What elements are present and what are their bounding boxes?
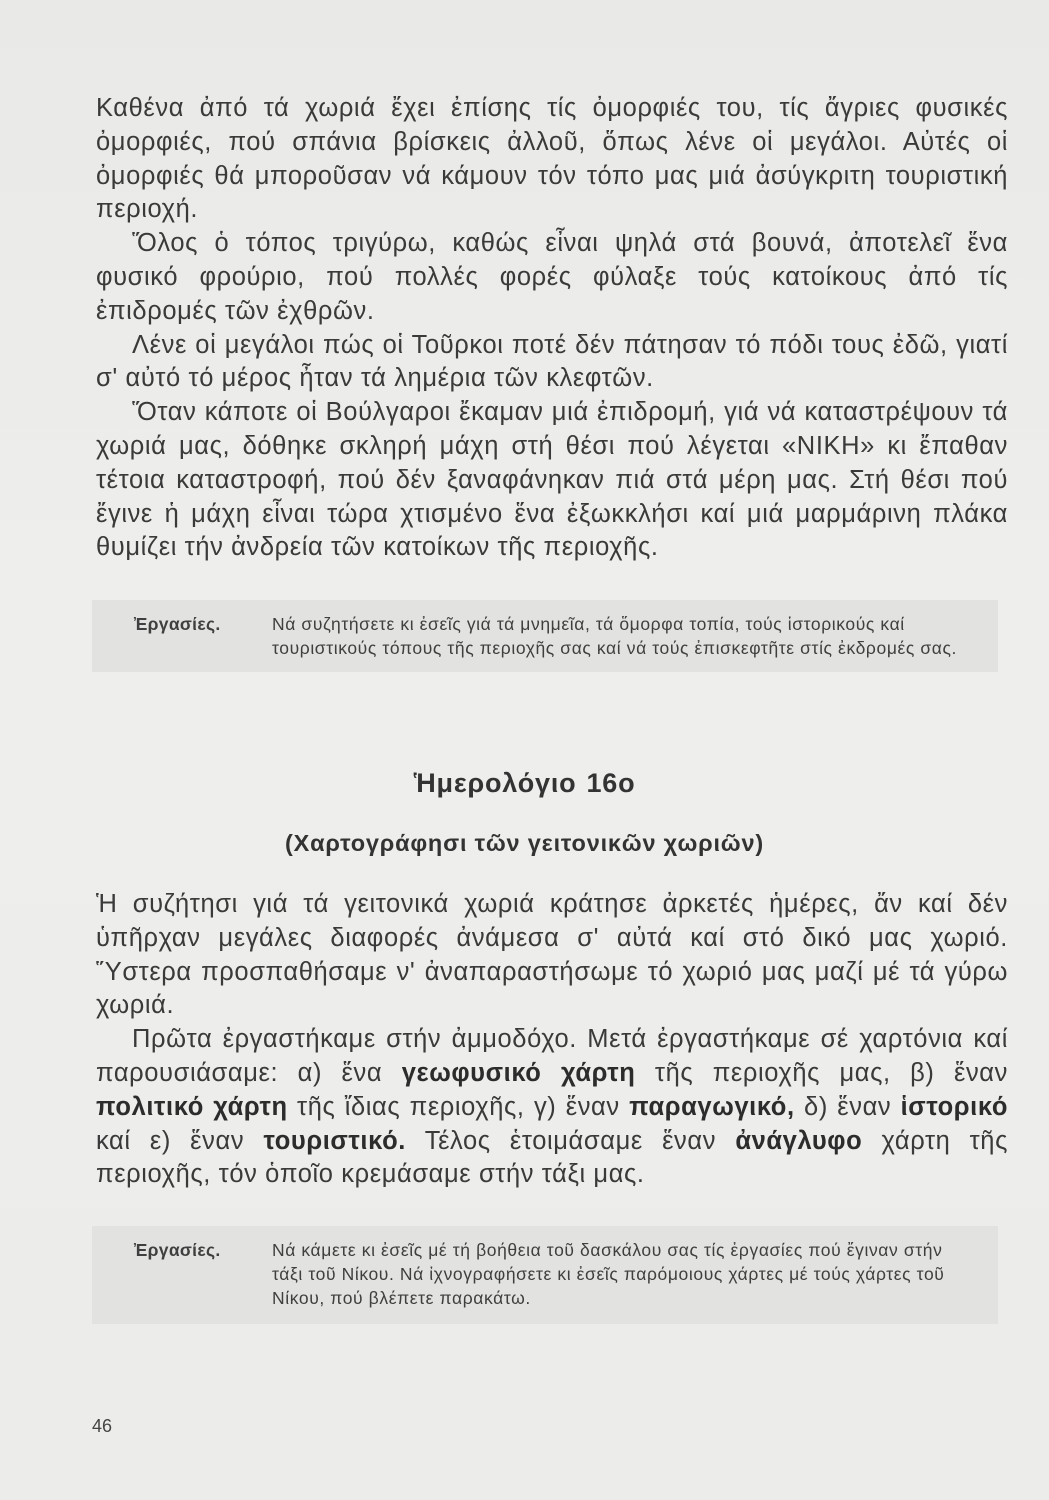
diary-title-text: Ἡμερολόγιο (413, 768, 577, 798)
paragraph-maps: Πρῶτα ἐργαστήκαμε στήν ἀμμοδόχο. Μετά ἐργαστήκαμε σέ χαρτόνια καί παρουσιάσαμε: α) ἕνα γεωφυσικό χάρτη τῆς περιοχῆς μας, β) ἕναν πολιτικό χάρτη τῆς ἴδιας περιοχῆς, γ) ἕναν παραγωγικό, δ) ἕναν ἱστορικό καί ε) ἕναν τουριστικό. Τέλος ἑτοιμάσαμε ἕναν ἀνάγλυφο χάρτη τῆς περιοχῆς, τόν ὁποῖο κρεμάσαμε στήν τάξι μας. (96, 1025, 1009, 1189)
paragraph-battle: Ὅταν κάποτε οἱ Βούλγαροι ἔκαμαν μιά ἐπιδρομή, γιά νά καταστρέψουν τά χωριά μας, δόθηκε σκληρή μάχη στή θέσι πού λέγεται «ΝΙΚΗ» κι ἔπαθαν τέτοια καταστροφή, πού δέν ξαναφάνηκαν πιά στά μέρη μας. Στή θέσι πού ἔγινε ἡ μάχη εἶναι τώρα χτισμένο ἕνα ἐξωκκλήσι καί μιά μαρμάρινη πλάκα θυμίζει τήν ἀνδρεία τῶν κατοίκων τῆς περιοχῆς. (96, 398, 1008, 562)
exercise-box-1 (92, 600, 998, 672)
term-relief: ἀνάγλυφο (735, 1126, 863, 1155)
term-geophysical-map: γεωφυσικό χάρτη (401, 1058, 636, 1087)
diary-number: 16ο (586, 768, 636, 798)
exercise-text: Νά κάμετε κι ἐσεῖς μέ τή βοήθεια τοῦ δασκάλου σας τίς ἐργασίες πού ἔγιναν στήν τάξι τοῦ Νίκου. Νά ἰχνογραφήσετε κι ἐσεῖς παρόμοιους χάρτες μέ τούς χάρτες τοῦ Νίκου, πού βλέπετε παρακάτω. (272, 1240, 945, 1308)
paragraph-turks: Λένε οἱ μεγάλοι πώς οἱ Τοῦρκοι ποτέ δέν πάτησαν τό πόδι τους ἐδῶ, γιατί σ' αὐτό τό μέρος ἦταν τά λημέρια τῶν κλεφτῶν. (96, 330, 1008, 393)
diary-subtitle: (Χαρτογράφησι τῶν γειτονικῶν χωριῶν) (285, 830, 764, 856)
term-productive: παραγωγικό, (629, 1092, 795, 1121)
exercise-label: Ἐργασίες. (134, 1240, 221, 1260)
paragraph-landscape: Καθένα ἀπό τά χωριά ἔχει ἐπίσης τίς ὀμορφιές του, τίς ἄγριες φυσικές ὀμορφιές, πού σπάνια βρίσκεις ἀλλοῦ, ὅπως λένε οἱ μεγάλοι. Αὐτές οἱ ὀμορφιές θά μποροῦσαν νά κάμουν τόν τόπο μας μιά ἀσύγκριτη τουριστική περιοχή. (96, 94, 1008, 224)
exercise-box-2 (92, 1226, 998, 1324)
narrative-text-top (96, 92, 1008, 565)
term-historical: ἱστορικό (900, 1092, 1009, 1121)
paragraph-fortress: Ὅλος ὁ τόπος τριγύρω, καθώς εἶναι ψηλά στά βουνά, ἀποτελεῖ ἕνα φυσικό φρούριο, πού πολλές φορές φύλαξε τούς κατοίκους ἀπό τίς ἐπιδρομές τῶν ἐχθρῶν. (96, 229, 1008, 325)
diary-title (0, 768, 1049, 799)
exercise-text: Νά συζητήσετε κι ἐσεῖς γιά τά μνημεῖα, τά ὅμορφα τοπία, τούς ἱστορικούς καί τουριστικούς τόπους τῆς περιοχῆς σας καί νά τούς ἐπισκεφτῆτε στίς ἐκδρομές σας. (272, 614, 958, 658)
exercise-label: Ἐργασίες. (134, 614, 221, 634)
term-political-map: πολιτικό χάρτη (96, 1092, 288, 1121)
term-touristic: τουριστικό. (263, 1126, 406, 1155)
page-number: 46 (92, 1416, 113, 1436)
paragraph-discussion: Ἡ συζήτησι γιά τά γειτονικά χωριά κράτησε ἀρκετές ἡμέρες, ἄν καί δέν ὑπῆρχαν μεγάλες διαφορές ἀνάμεσα σ' αὐτά καί στό δικό μας χωριό. Ὕστερα προσπαθήσαμε ν' ἀναπαραστήσωμε τό χωριό μας μαζί μέ τά γύρω χωριά. (96, 890, 1008, 1020)
narrative-text-diary (96, 888, 1008, 1192)
